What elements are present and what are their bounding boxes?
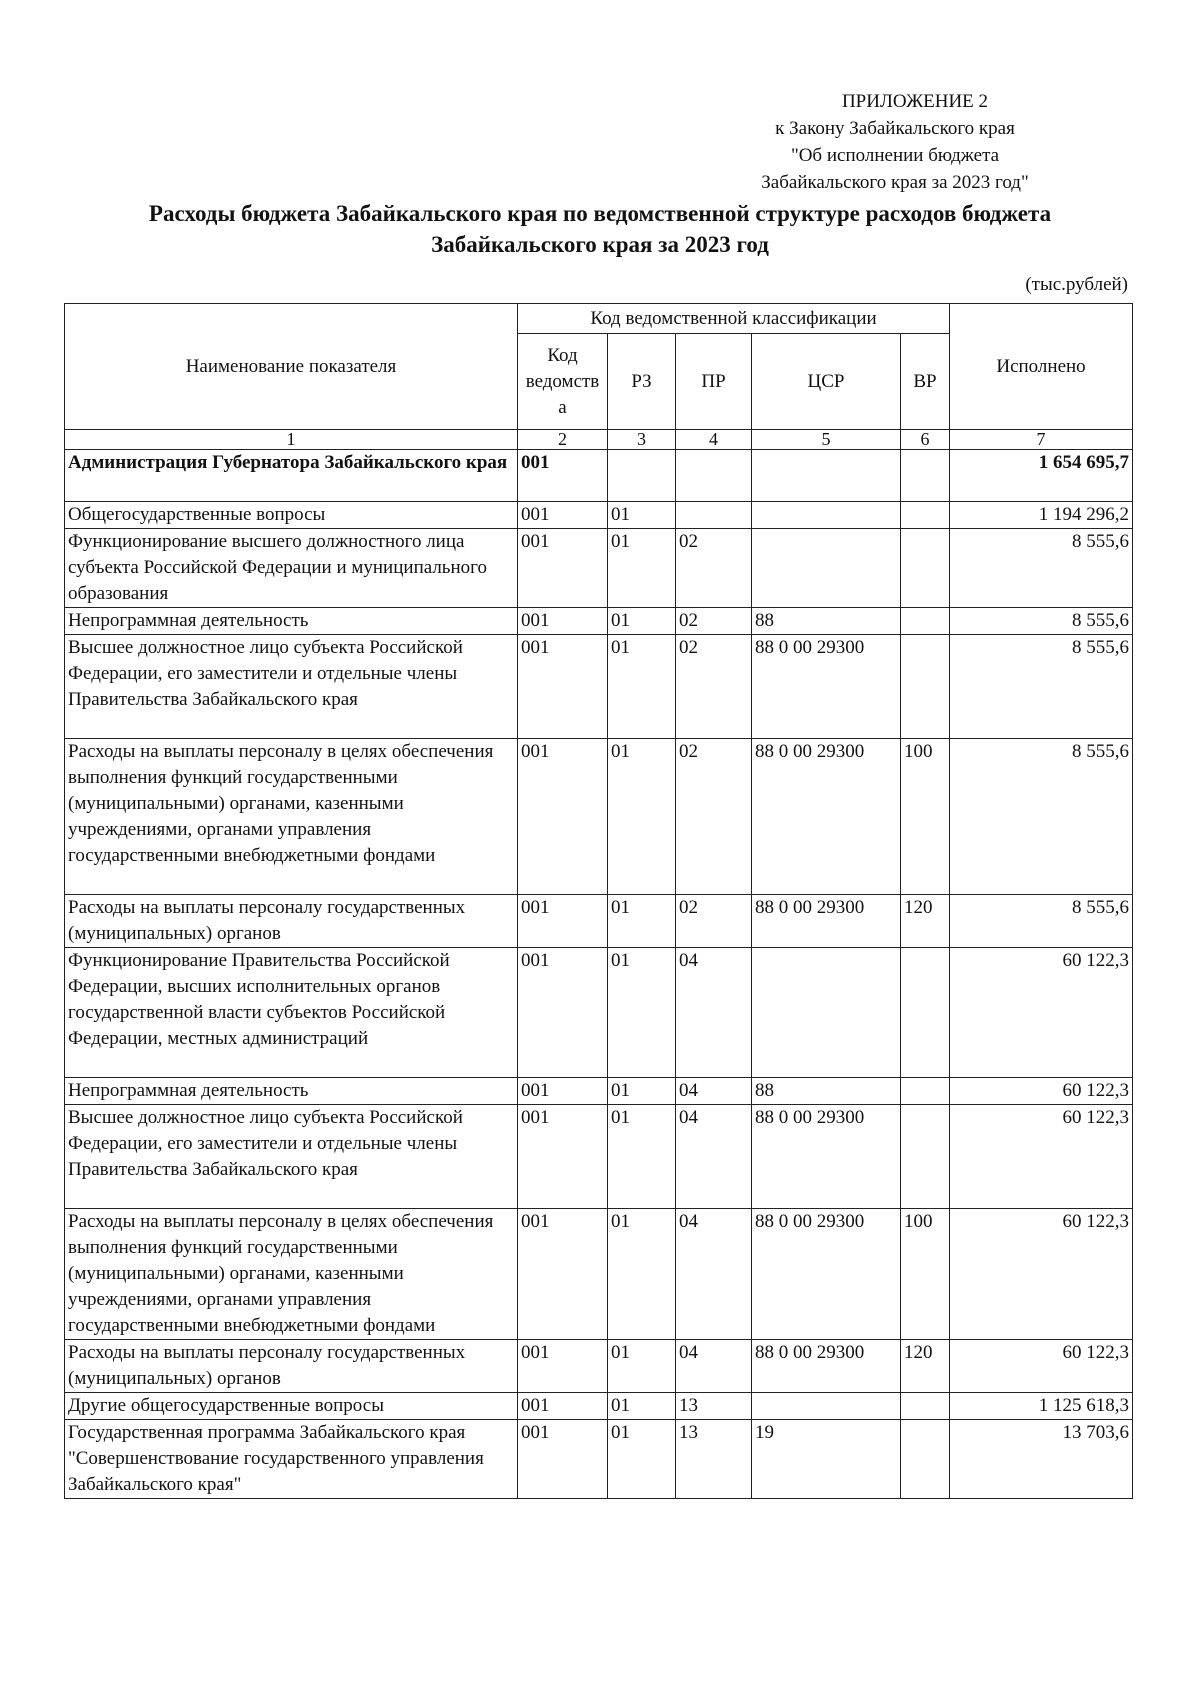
table-row — [65, 1340, 1133, 1393]
cell-pr: 02 — [676, 529, 752, 608]
cell-executed: 8 555,6 — [950, 895, 1133, 948]
column-number-row — [65, 430, 1133, 450]
cell-csr: 88 0 00 29300 — [752, 635, 901, 739]
cell-csr: 88 0 00 29300 — [752, 895, 901, 948]
cell-vr: 120 — [901, 1340, 950, 1393]
table-row — [65, 450, 1133, 502]
cell-vr — [901, 1420, 950, 1499]
cell-executed: 60 122,3 — [950, 1105, 1133, 1209]
cell-pr — [676, 450, 752, 502]
column-number: 4 — [676, 430, 752, 450]
table-body — [65, 450, 1133, 1499]
cell-executed: 60 122,3 — [950, 948, 1133, 1078]
cell-vr — [901, 635, 950, 739]
cell-rz: 01 — [608, 635, 676, 739]
cell-executed: 8 555,6 — [950, 529, 1133, 608]
cell-rz — [608, 450, 676, 502]
cell-vr — [901, 529, 950, 608]
cell-pr: 13 — [676, 1393, 752, 1420]
cell-rz: 01 — [608, 948, 676, 1078]
cell-vr — [901, 948, 950, 1078]
cell-name: Расходы на выплаты персоналу в целях обеспечения выполнения функций государственными (муниципальными) органами, казенными учреждениями, органами управления государственными внебюджетными фондами — [65, 1209, 518, 1340]
cell-executed: 60 122,3 — [950, 1209, 1133, 1340]
cell-pr: 02 — [676, 635, 752, 739]
cell-name: Функционирование высшего должностного лица субъекта Российской Федерации и муниципального образования — [65, 529, 518, 608]
cell-pr: 04 — [676, 1078, 752, 1105]
cell-vr: 100 — [901, 1209, 950, 1340]
cell-executed: 60 122,3 — [950, 1340, 1133, 1393]
cell-dept: 001 — [518, 1393, 608, 1420]
cell-executed: 1 194 296,2 — [950, 502, 1133, 529]
cell-vr: 120 — [901, 895, 950, 948]
cell-dept: 001 — [518, 608, 608, 635]
table-row — [65, 1078, 1133, 1105]
cell-csr — [752, 529, 901, 608]
table-row — [65, 529, 1133, 608]
cell-csr: 88 0 00 29300 — [752, 1340, 901, 1393]
cell-rz: 01 — [608, 1393, 676, 1420]
cell-name: Непрограммная деятельность — [65, 608, 518, 635]
cell-executed: 8 555,6 — [950, 608, 1133, 635]
cell-pr: 13 — [676, 1420, 752, 1499]
cell-rz: 01 — [608, 739, 676, 895]
cell-rz: 01 — [608, 1209, 676, 1340]
cell-csr: 88 — [752, 1078, 901, 1105]
table-row — [65, 1420, 1133, 1499]
cell-name: Расходы на выплаты персоналу государственных (муниципальных) органов — [65, 1340, 518, 1393]
cell-vr — [901, 502, 950, 529]
cell-name: Функционирование Правительства Российской Федерации, высших исполнительных органов государственной власти субъектов Российской Федерации, местных администраций — [65, 948, 518, 1078]
cell-vr — [901, 1078, 950, 1105]
column-number: 6 — [901, 430, 950, 450]
cell-name: Администрация Губернатора Забайкальского края — [65, 450, 518, 502]
cell-dept: 001 — [518, 529, 608, 608]
cell-dept: 001 — [518, 635, 608, 739]
table-row — [65, 739, 1133, 895]
cell-dept: 001 — [518, 1420, 608, 1499]
cell-rz: 01 — [608, 608, 676, 635]
column-number: 2 — [518, 430, 608, 450]
cell-dept: 001 — [518, 895, 608, 948]
table-row — [65, 895, 1133, 948]
units-label: (тыс.рублей) — [1025, 274, 1128, 295]
header-rz: РЗ — [608, 334, 676, 430]
table-row — [65, 948, 1133, 1078]
table-row — [65, 1393, 1133, 1420]
cell-dept: 001 — [518, 1078, 608, 1105]
appendix-title: ПРИЛОЖЕНИЕ 2 — [841, 91, 989, 112]
column-number: 3 — [608, 430, 676, 450]
appendix-line-1: к Закону Забайкальского края — [775, 118, 1015, 139]
cell-dept: 001 — [518, 739, 608, 895]
cell-rz: 01 — [608, 895, 676, 948]
cell-rz: 01 — [608, 1420, 676, 1499]
cell-name: Высшее должностное лицо субъекта Российской Федерации, его заместители и отдельные члены Правительства Забайкальского края — [65, 635, 518, 739]
document-title-line-1: Расходы бюджета Забайкальского края по ведомственной структуре расходов бюджета — [148, 201, 1052, 226]
cell-executed: 8 555,6 — [950, 739, 1133, 895]
cell-vr — [901, 1393, 950, 1420]
header-name: Наименование показателя — [65, 304, 518, 430]
cell-pr — [676, 502, 752, 529]
cell-executed: 1 125 618,3 — [950, 1393, 1133, 1420]
appendix-line-3: Забайкальского края за 2023 год" — [761, 172, 1029, 193]
cell-rz: 01 — [608, 502, 676, 529]
cell-rz: 01 — [608, 1340, 676, 1393]
cell-dept: 001 — [518, 450, 608, 502]
header-dept-code: Код ведомств а — [518, 334, 608, 430]
cell-csr — [752, 450, 901, 502]
cell-name: Другие общегосударственные вопросы — [65, 1393, 518, 1420]
cell-pr: 02 — [676, 739, 752, 895]
column-number: 1 — [65, 430, 518, 450]
cell-dept: 001 — [518, 948, 608, 1078]
document-title — [60, 198, 1140, 260]
cell-name: Высшее должностное лицо субъекта Российской Федерации, его заместители и отдельные члены Правительства Забайкальского края — [65, 1105, 518, 1209]
table-row — [65, 608, 1133, 635]
cell-executed: 13 703,6 — [950, 1420, 1133, 1499]
cell-pr: 04 — [676, 1105, 752, 1209]
table-row — [65, 1209, 1133, 1340]
cell-csr — [752, 502, 901, 529]
cell-vr — [901, 608, 950, 635]
cell-vr: 100 — [901, 739, 950, 895]
cell-pr: 04 — [676, 1340, 752, 1393]
document-title-line-2: Забайкальского края за 2023 год — [431, 232, 769, 257]
header-csr: ЦСР — [752, 334, 901, 430]
cell-csr: 88 0 00 29300 — [752, 739, 901, 895]
table-row — [65, 635, 1133, 739]
cell-csr: 88 0 00 29300 — [752, 1105, 901, 1209]
cell-name: Общегосударственные вопросы — [65, 502, 518, 529]
cell-csr: 88 — [752, 608, 901, 635]
column-number: 5 — [752, 430, 901, 450]
cell-name: Расходы на выплаты персоналу государственных (муниципальных) органов — [65, 895, 518, 948]
cell-vr — [901, 450, 950, 502]
table-row — [65, 1105, 1133, 1209]
column-number: 7 — [950, 430, 1133, 450]
cell-rz: 01 — [608, 1078, 676, 1105]
cell-dept: 001 — [518, 1209, 608, 1340]
cell-csr: 88 0 00 29300 — [752, 1209, 901, 1340]
cell-executed: 8 555,6 — [950, 635, 1133, 739]
cell-vr — [901, 1105, 950, 1209]
appendix-block — [730, 88, 1060, 196]
cell-pr: 04 — [676, 1209, 752, 1340]
cell-name: Непрограммная деятельность — [65, 1078, 518, 1105]
table-row — [65, 502, 1133, 529]
cell-pr: 04 — [676, 948, 752, 1078]
cell-executed: 1 654 695,7 — [950, 450, 1133, 502]
header-vr: ВР — [901, 334, 950, 430]
cell-name: Государственная программа Забайкальского края "Совершенствование государственного управления Забайкальского края" — [65, 1420, 518, 1499]
cell-csr: 19 — [752, 1420, 901, 1499]
cell-rz: 01 — [608, 1105, 676, 1209]
cell-pr: 02 — [676, 608, 752, 635]
header-pr: ПР — [676, 334, 752, 430]
cell-pr: 02 — [676, 895, 752, 948]
header-executed: Исполнено — [950, 304, 1133, 430]
header-classification-group: Код ведомственной классификации — [518, 304, 950, 334]
cell-name: Расходы на выплаты персоналу в целях обеспечения выполнения функций государственными (муниципальными) органами, казенными учреждениями, органами управления государственными внебюджетными фондами — [65, 739, 518, 895]
appendix-line-2: "Об исполнении бюджета — [790, 145, 1000, 166]
cell-dept: 001 — [518, 1340, 608, 1393]
cell-csr — [752, 948, 901, 1078]
cell-csr — [752, 1393, 901, 1420]
budget-table — [64, 303, 1133, 1499]
cell-executed: 60 122,3 — [950, 1078, 1133, 1105]
cell-rz: 01 — [608, 529, 676, 608]
cell-dept: 001 — [518, 502, 608, 529]
cell-dept: 001 — [518, 1105, 608, 1209]
